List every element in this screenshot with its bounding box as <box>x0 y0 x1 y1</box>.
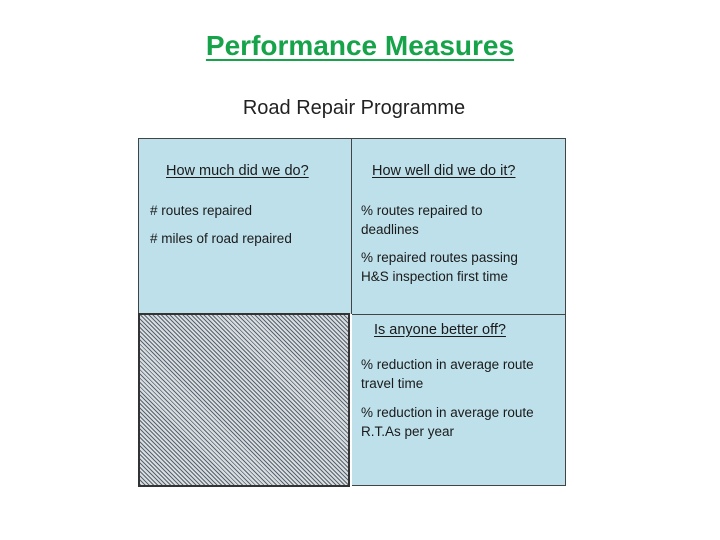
quadrant-how-much <box>138 138 352 314</box>
page-title: Performance Measures <box>205 30 515 61</box>
list-item: # routes repaired <box>150 203 253 218</box>
list-item: % reduction in average route travel time <box>361 357 534 391</box>
page-subtitle: Road Repair Programme <box>242 97 466 119</box>
quadrant-hatched-empty <box>138 313 350 487</box>
list-item: % reduction in average route R.T.As per year <box>361 405 534 439</box>
quadrant-heading-how-much: How much did we do? <box>166 163 309 179</box>
quadrant-heading-better-off: Is anyone better off? <box>374 322 506 338</box>
list-item: % repaired routes passing H&S inspection first time <box>361 250 518 284</box>
list-item: % routes repaired to deadlines <box>361 203 483 237</box>
quadrant-how-well <box>352 138 566 314</box>
quadrant-better-off <box>352 314 566 486</box>
list-item: # miles of road repaired <box>150 231 292 246</box>
quadrant-heading-how-well: How well did we do it? <box>372 163 516 179</box>
